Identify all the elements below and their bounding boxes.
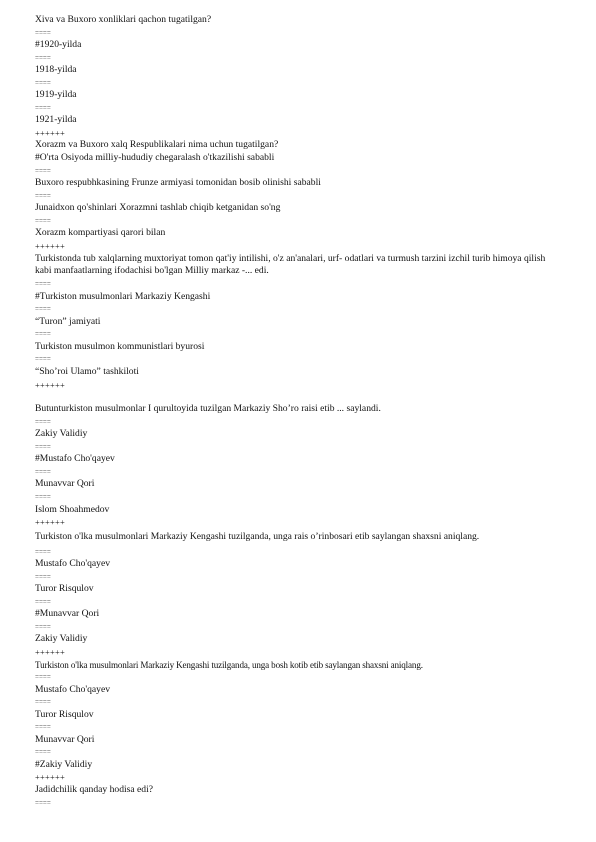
- correct-answer: #Munavvar Qori: [35, 608, 100, 620]
- correct-answer: #1920-yilda: [35, 39, 82, 51]
- separator: ====: [35, 723, 51, 732]
- question-divider: ++++++: [35, 772, 65, 783]
- question-text: Turkiston o'lka musulmonlari Markaziy Kengashi tuzilganda, unga rais o’rinbosari etib saylangan shaxsni aniqlang.: [35, 530, 480, 542]
- question-divider: ++++++: [35, 646, 65, 657]
- answer-option: Xorazm kompartiyasi qarori bilan: [35, 227, 166, 239]
- separator: ====: [35, 216, 51, 225]
- correct-answer: #Mustafo Cho'qayev: [35, 453, 115, 465]
- answer-option: “Sho’roi Ulamo” tashkiloti: [35, 366, 139, 378]
- separator: ====: [35, 330, 51, 339]
- separator: ====: [35, 191, 51, 200]
- separator: ====: [35, 547, 51, 556]
- question-text: Butunturkiston musulmonlar I qurultoyida tuzilgan Markaziy Sho’ro raisi etib ... saylandi.: [35, 403, 381, 415]
- question-text: Xorazm va Buxoro xalq Respublikalari nima uchun tugatilgan?: [35, 139, 279, 151]
- document-page: [35, 14, 557, 809]
- separator: ====: [35, 78, 51, 87]
- question-text: Xiva va Buxoro xonliklari qachon tugatilgan?: [35, 14, 212, 25]
- separator: ====: [35, 492, 51, 501]
- answer-option: Munavvar Qori: [35, 478, 95, 490]
- separator: ====: [35, 698, 51, 707]
- question-divider: ++++++: [35, 127, 65, 138]
- separator: ====: [35, 748, 51, 757]
- separator: ====: [35, 355, 51, 364]
- separator: ====: [35, 280, 51, 289]
- answer-option: Turkiston musulmon kommunistlari byurosi: [35, 340, 205, 352]
- separator: ====: [35, 166, 51, 175]
- separator: ====: [35, 673, 51, 682]
- separator: ====: [35, 417, 51, 426]
- separator: ====: [35, 622, 51, 631]
- answer-option: 1918-yilda: [35, 64, 77, 76]
- answer-option: Islom Shoahmedov: [35, 503, 110, 515]
- answer-option: Turor Risqulov: [35, 583, 94, 595]
- answer-option: Junaidxon qo'shinlari Xorazmni tashlab chiqib ketganidan so'ng: [35, 202, 281, 214]
- question-text: Jadidchilik qanday hodisa edi?: [35, 783, 154, 795]
- question-text: Turkistonda tub xalqlarning muxtoriyat tomon qat'iy intilishi, o'z an'analari, urf- odatlari va turmush tarzini izchil turib himoya qilish kabi manfaatlarning ifodachisi bo'lgan Milliy markaz -... edi.: [35, 253, 546, 276]
- separator: ====: [35, 597, 51, 606]
- question-divider: ++++++: [35, 240, 65, 251]
- answer-option: Buxoro respubhkasining Frunze armiyasi tomonidan bosib olinishi sababli: [35, 177, 321, 189]
- separator: ====: [35, 53, 51, 62]
- answer-option: Zakiy Validiy: [35, 633, 88, 645]
- separator: ====: [35, 28, 51, 37]
- question-divider: ++++++: [35, 517, 65, 528]
- correct-answer: #O'rta Osiyoda milliy-hududiy chegaralash o'tkazilishi sababli: [35, 152, 275, 164]
- question-text: Turkiston o'lka musulmonlari Markaziy Kengashi tuzilganda, unga bosh kotib etib saylangan shaxsni aniqlang.: [35, 659, 423, 670]
- separator: ====: [35, 442, 51, 451]
- correct-answer: #Zakiy Validiy: [35, 758, 93, 770]
- answer-option: Munavvar Qori: [35, 733, 95, 745]
- answer-option: Zakiy Validiy: [35, 428, 88, 440]
- question-divider: ++++++: [35, 379, 65, 390]
- answer-option: Mustafo Cho'qayev: [35, 683, 111, 695]
- correct-answer: #Turkiston musulmonlari Markaziy Kengashi: [35, 290, 211, 302]
- separator: ====: [35, 798, 51, 807]
- answer-option: 1921-yilda: [35, 114, 77, 126]
- answer-option: “Turon” jamiyati: [35, 315, 101, 327]
- separator: ====: [35, 103, 51, 112]
- separator: ====: [35, 467, 51, 476]
- answer-option: 1919-yilda: [35, 89, 77, 101]
- separator: ====: [35, 572, 51, 581]
- answer-option: Turor Risqulov: [35, 708, 94, 720]
- separator: ====: [35, 305, 51, 314]
- answer-option: Mustafo Cho'qayev: [35, 558, 111, 570]
- blank-line: [35, 391, 557, 403]
